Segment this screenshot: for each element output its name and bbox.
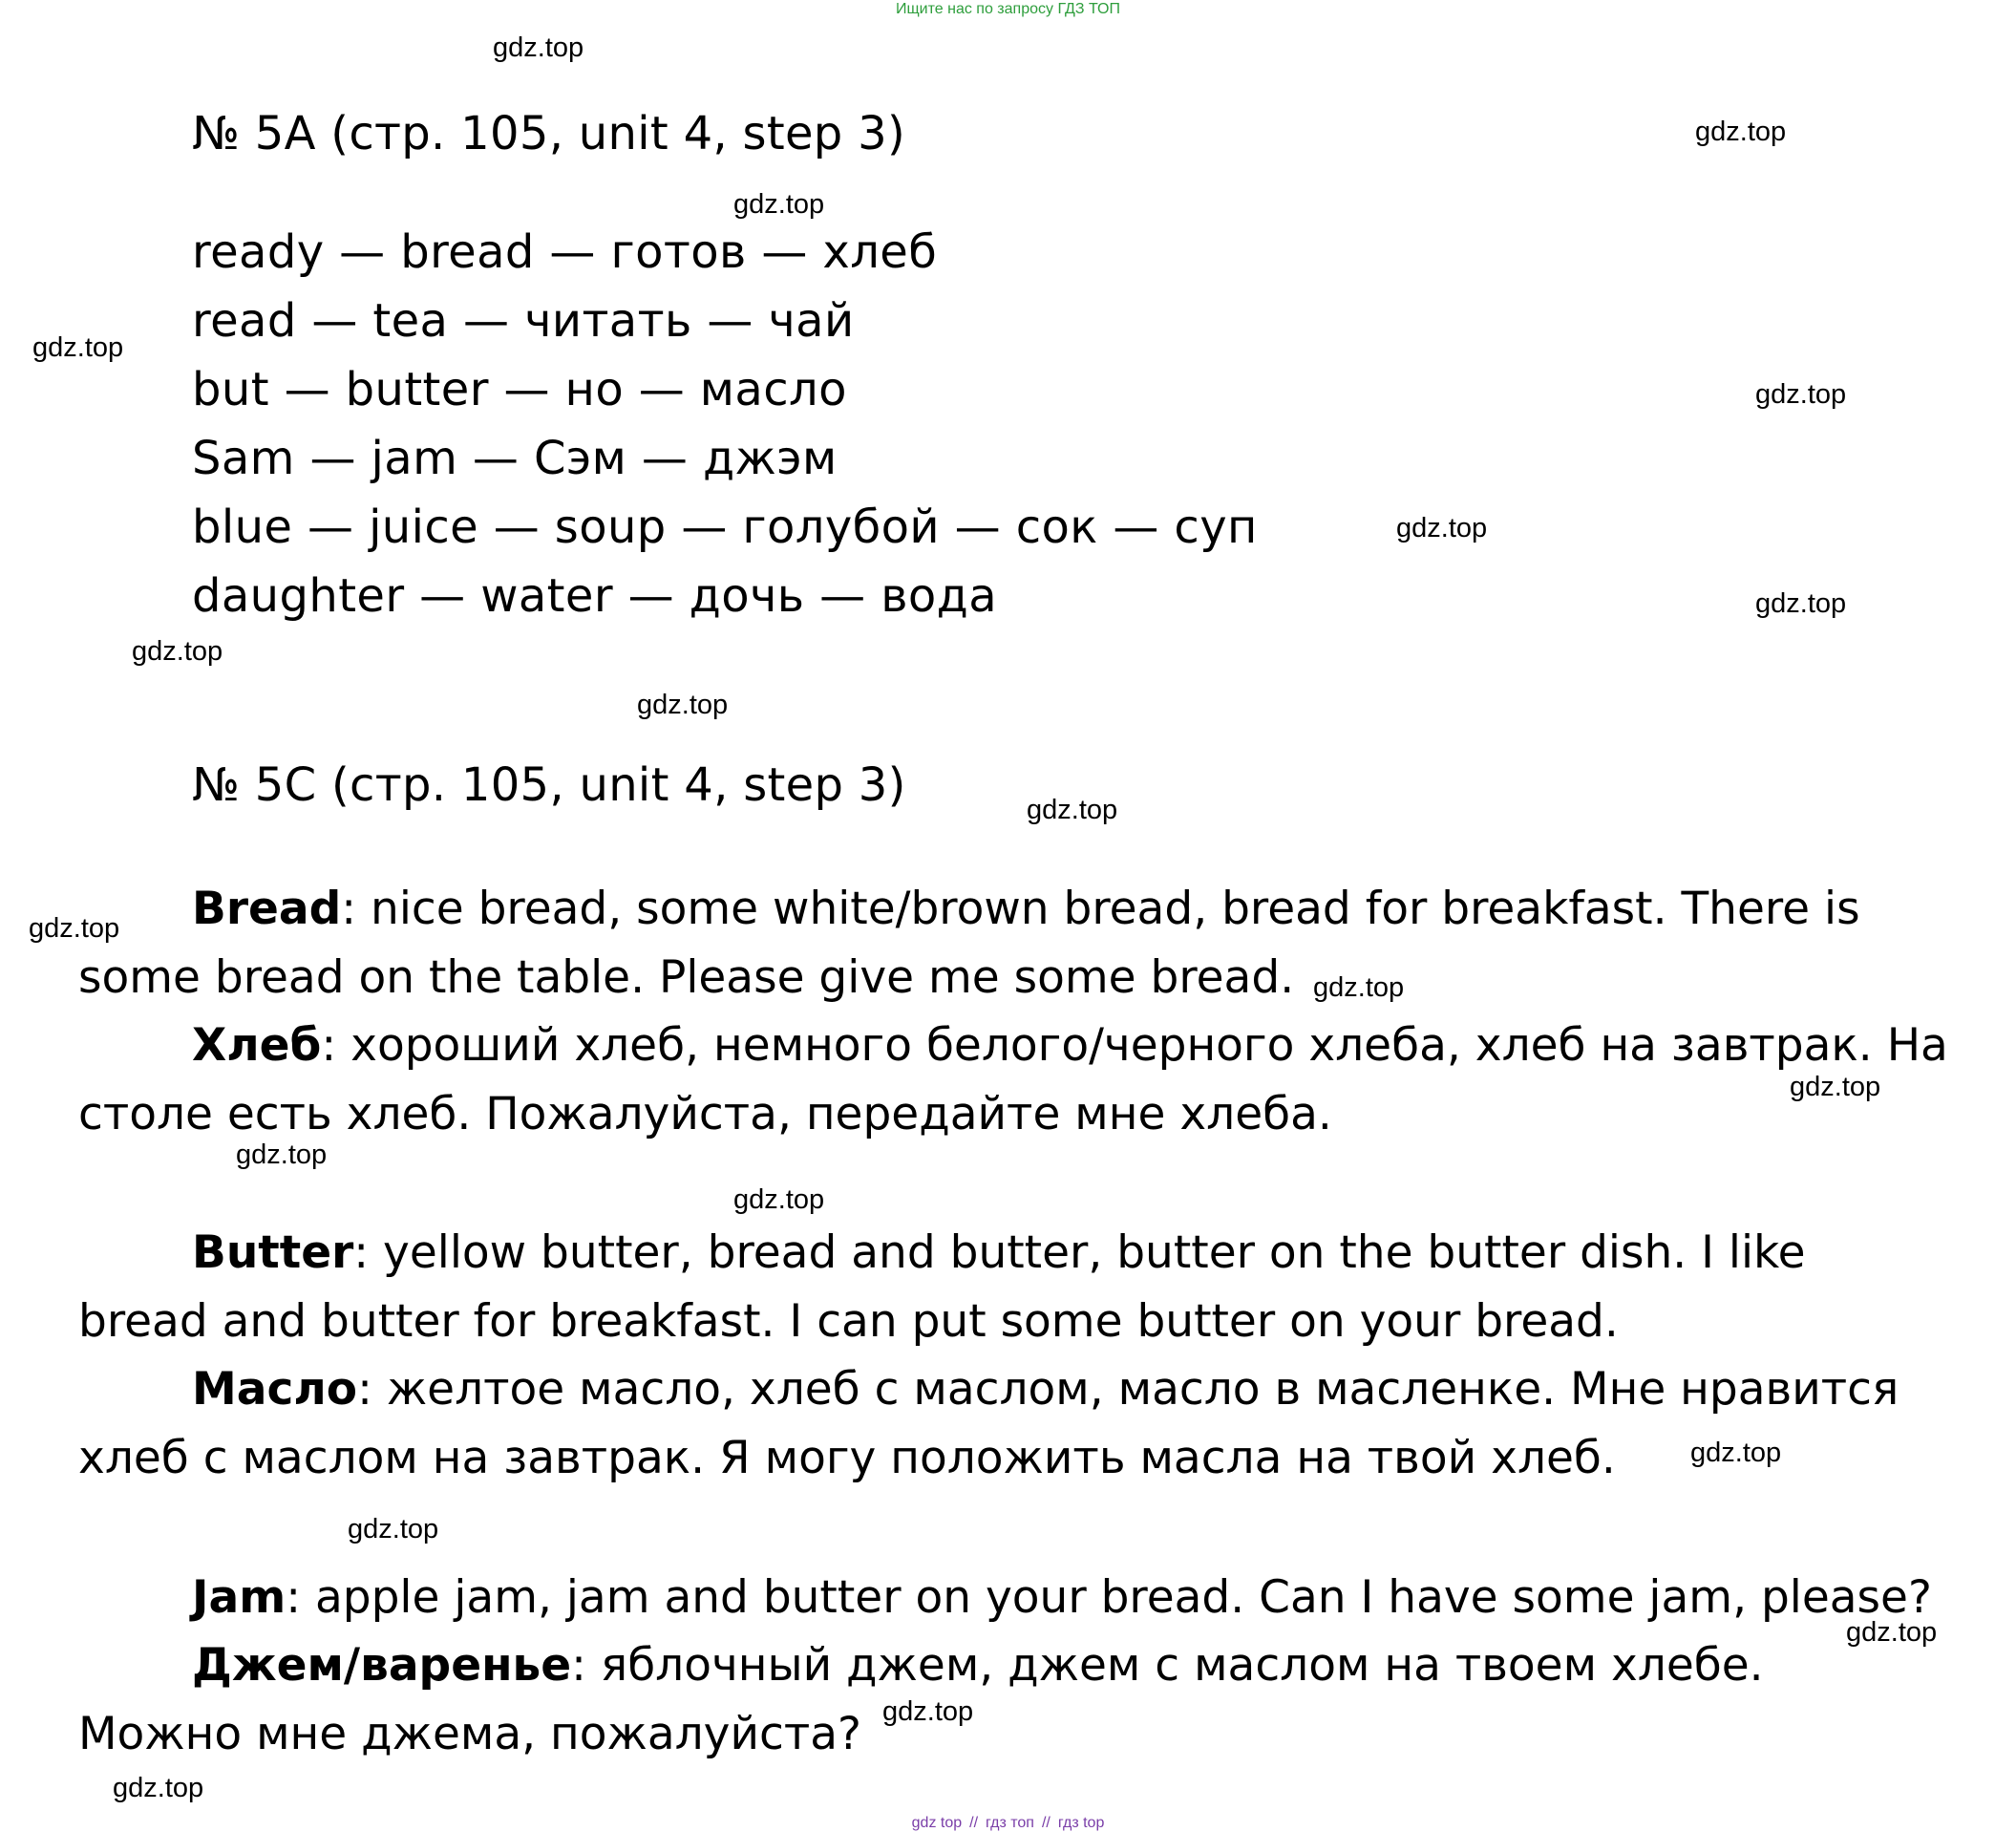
watermark: gdz.top [1846,1617,1938,1648]
paragraph-jam [78,1564,1950,1632]
vocab-line: but — butter — но — масло [192,363,847,416]
watermark: gdz.top [1313,972,1405,1003]
paragraph-text: : яблочный джем, джем с маслом на твоем хлебе. [571,1639,1764,1692]
term-bread: Bread [192,883,342,935]
footer-separator: // [969,1815,979,1831]
vocab-line: ready — bread — готов — хлеб [192,225,938,279]
footer-separator: // [1041,1815,1050,1831]
footer [0,1815,2016,1832]
term-butter: Butter [192,1226,354,1279]
watermark: gdz.top [348,1514,439,1544]
paragraph-text: столе есть хлеб. Пожалуйста, передайте мне хлеба. [78,1087,1332,1140]
vocab-line: blue — juice — soup — голубой — сок — суп [192,501,1258,554]
footer-part: гдз топ [986,1815,1034,1831]
task-5c-heading: № 5C (стр. 105, unit 4, step 3) [192,758,906,812]
paragraph-text: хлеб с маслом на завтрак. Я могу положить масла на твой хлеб. [78,1431,1616,1484]
watermark: gdz.top [132,636,223,667]
paragraph-text: : apple jam, jam and butter on your bread. Can I have some jam, please? [286,1571,1932,1624]
watermark: gdz.top [1396,513,1488,543]
watermark: gdz.top [733,1184,825,1215]
vocab-line: daughter — water — дочь — вода [192,569,998,623]
paragraph-text: Можно мне джема, пожалуйста? [78,1707,861,1760]
term-dzhem: Джем/варенье [192,1639,572,1692]
watermark: gdz.top [29,913,120,944]
watermark: gdz.top [637,690,729,720]
paragraph-text: : хороший хлеб, немного белого/черного хлеба, хлеб на завтрак. На [321,1019,1948,1072]
term-khleb: Хлеб [192,1019,322,1072]
task-5a-heading: № 5A (стр. 105, unit 4, step 3) [192,107,905,160]
paragraph-text: some bread on the table. Please give me some bread. [78,950,1295,1004]
paragraph-bread [78,875,1950,1012]
paragraph-text: : nice bread, some white/brown bread, bread for breakfast. There is [341,883,1860,935]
watermark: gdz.top [493,32,584,63]
term-jam: Jam [192,1571,286,1624]
watermark: gdz.top [1755,379,1847,410]
paragraph-butter [78,1219,1950,1355]
watermark: gdz.top [1790,1072,1881,1102]
watermark: gdz.top [113,1773,204,1803]
footer-part: гдз top [1057,1815,1105,1831]
watermark: gdz.top [32,332,124,363]
watermark: gdz.top [1027,795,1118,825]
top-banner: Ищите нас по запросу ГДЗ ТОП [896,1,1120,17]
paragraph-text: bread and butter for breakfast. I can put some butter on your bread. [78,1294,1619,1348]
watermark: gdz.top [882,1696,974,1727]
watermark: gdz.top [236,1140,328,1170]
watermark: gdz.top [1755,588,1847,619]
vocab-line: read — tea — читать — чай [192,294,855,348]
paragraph-maslo [78,1355,1950,1492]
watermark: gdz.top [1690,1438,1782,1468]
paragraph-khleb [78,1012,1950,1148]
term-maslo: Масло [192,1363,358,1416]
vocab-line: Sam — jam — Сэм — джэм [192,432,838,485]
watermark: gdz.top [733,189,825,220]
watermark: gdz.top [1695,117,1787,147]
paragraph-text: : yellow butter, bread and butter, butter on the butter dish. I like [353,1226,1806,1279]
paragraph-text: : желтое масло, хлеб с маслом, масло в масленке. Мне нравится [357,1363,1899,1416]
paragraph-dzhem [78,1631,1950,1768]
footer-part: gdz top [911,1815,963,1831]
